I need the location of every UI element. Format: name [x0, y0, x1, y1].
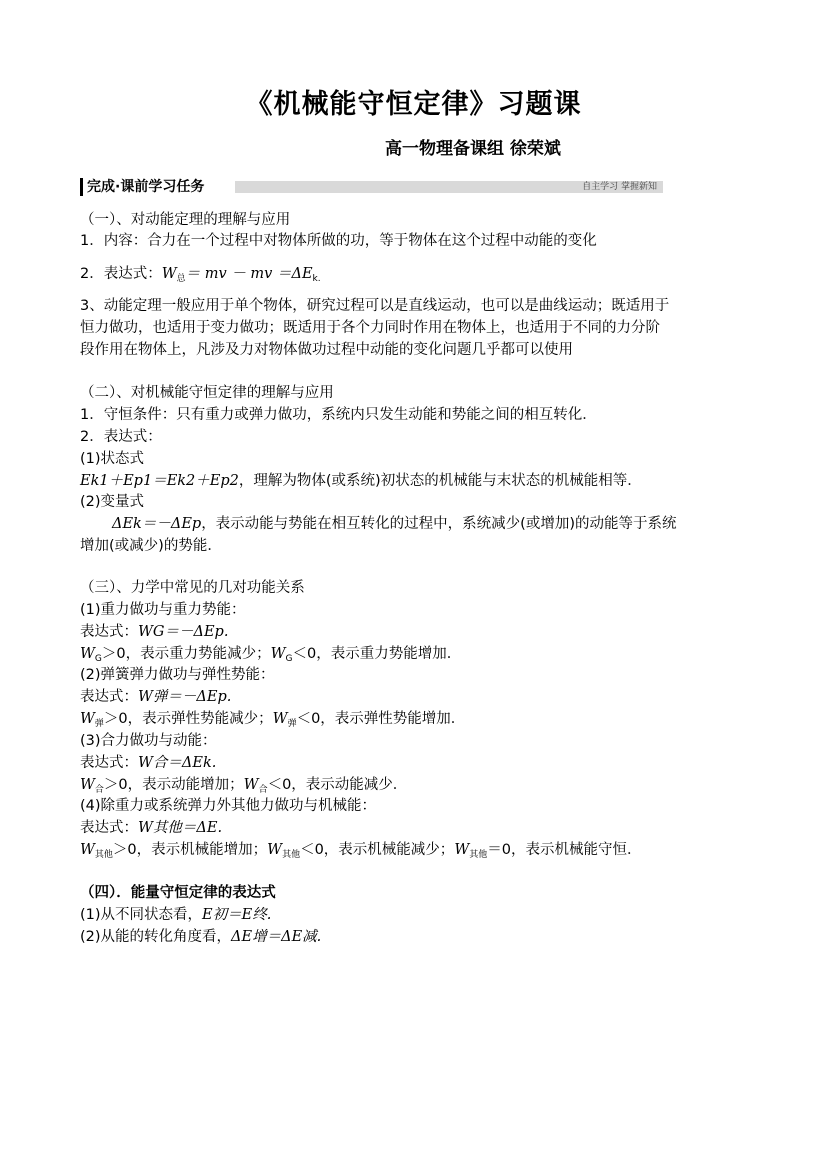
s3-line-7: (3)合力做功与动能： — [80, 733, 217, 749]
s3-l3-text: ＞0，表示重力势能减少； — [101, 646, 271, 662]
s2-line-5: (2)变量式 — [80, 494, 145, 510]
s3-l9-text2: ＜0，表示动能减少． — [267, 777, 408, 793]
section-4-heading: （四）．能量守恒定律的表达式 — [80, 885, 276, 901]
s1-line-3b: 恒力做功，也适用于变力做功；既适用于各个力同时作用在物体上，也适用于不同的力分阶 — [80, 320, 660, 336]
s3-l2-eq: WG＝－ΔEp. — [138, 624, 229, 640]
section-3-heading: （三）、力学中常见的几对功能关系 — [80, 580, 305, 596]
s3-l6-text: ＞0，表示弹性势能减少； — [103, 711, 273, 727]
s3-l9-text: ＞0，表示动能增加； — [103, 777, 244, 793]
s1-line-3c: 段作用在物体上，凡涉及力对物体做功过程中动能的变化问题几乎都可以使用 — [80, 342, 573, 358]
s3-l6-text2: ＜0，表示弹性势能增加． — [296, 711, 466, 727]
s2-line-4 — [80, 471, 642, 491]
s3-l5-label: 表达式： — [80, 689, 138, 705]
s3-line-11 — [80, 818, 222, 838]
s3-line-8 — [80, 753, 216, 773]
s3-l12-text2: ＜0，表示机械能减少； — [300, 842, 455, 858]
s3-line-2 — [80, 622, 228, 642]
s4-l2-label: (2)从能的转化角度看， — [80, 929, 232, 945]
s1-l2-sub: 总 — [176, 274, 186, 284]
author-line: 高一物理备课组 徐荣斌 — [385, 139, 561, 159]
s3-line-10: (4)除重力或系统弹力外其他力做功与机械能： — [80, 798, 377, 814]
s3-line-12: $W_{其他}>0$，表示机械能增加；$W_{其他}<0$，表示机械能减少；$W_{其他}=0$，表示机械能守恒． — [80, 842, 642, 860]
section-banner — [80, 178, 663, 196]
s1-line-3a: 3、动能定理一般应用于单个物体，研究过程可以是直线运动，也可以是曲线运动；既适用于 — [80, 298, 670, 314]
s1-l2-rest: ＝ mv － mv ＝ΔE — [185, 266, 313, 282]
s2-l6-text: ，表示动能与势能在相互转化的过程中，系统减少(或增加)的动能等于系统 — [201, 516, 677, 532]
s3-l5-eq: W弹＝－ΔEp. — [138, 689, 232, 705]
s4-l2-eq: ΔE增＝ΔE减. — [231, 929, 322, 945]
s4-line-1 — [80, 905, 271, 925]
s3-l2-label: 表达式： — [80, 624, 138, 640]
s2-l4-eq: Ek1＋Ep1＝Ek2＋Ep2 — [80, 473, 239, 489]
s2-l6-eq: ΔEk＝－ΔEp — [112, 516, 202, 532]
banner-right-label: 自主学习 掌握新知 — [582, 182, 657, 192]
s3-line-9: $W_合>0$，表示动能增加；$W_合<0$，表示动能减少． — [80, 777, 408, 795]
s3-l12-text3: ＝0，表示机械能守恒． — [487, 842, 642, 858]
s3-line-5 — [80, 687, 231, 707]
s2-line-1: 1．守恒条件：只有重力或弹力做功，系统内只发生动能和势能之间的相互转化． — [80, 407, 597, 423]
s1-line-1: 1．内容：合力在一个过程中对物体所做的功，等于物体在这个过程中动能的变化 — [80, 233, 597, 249]
s1-line-2 — [80, 264, 321, 284]
s4-l1-label: (1)从不同状态看， — [80, 907, 203, 923]
s2-line-6 — [112, 514, 677, 534]
s3-line-3: $W_G>0$，表示重力势能减少；$W_G<0$，表示重力势能增加． — [80, 646, 462, 664]
section-1-heading: （一）、对动能定理的理解与应用 — [80, 212, 291, 228]
s3-line-4: (2)弹簧弹力做功与弹性势能： — [80, 667, 275, 683]
s3-l11-label: 表达式： — [80, 820, 138, 836]
s1-l2-w: W — [161, 266, 177, 282]
s2-line-2: 2．表达式： — [80, 429, 162, 445]
s3-l8-label: 表达式： — [80, 755, 138, 771]
document-title: 《机械能守恒定律》习题课 — [245, 89, 582, 120]
s4-l1-eq: E初＝E终. — [202, 907, 272, 923]
s3-l11-eq: W其他＝ΔE. — [138, 820, 223, 836]
s3-l8-eq: W合＝ΔEk. — [138, 755, 217, 771]
s1-l2-label: 2．表达式： — [80, 266, 162, 282]
s2-line-3: (1)状态式 — [80, 451, 145, 467]
s4-line-2 — [80, 927, 321, 947]
s3-l3-text2: ＜0，表示重力势能增加． — [292, 646, 462, 662]
s1-l2-k: k. — [312, 274, 321, 284]
banner-left-label: 完成·课前学习任务 — [80, 178, 208, 196]
section-2-heading: （二）、对机械能守恒定律的理解与应用 — [80, 385, 334, 401]
s3-line-1: (1)重力做功与重力势能： — [80, 602, 246, 618]
s3-l12-text: ＞0，表示机械能增加； — [112, 842, 268, 858]
s2-line-7: 增加(或减少)的势能． — [80, 538, 222, 554]
s3-line-6: $W_弹>0$，表示弹性势能减少；$W_弹<0$，表示弹性势能增加． — [80, 711, 466, 729]
s2-l4-text: ，理解为物体(或系统)初状态的机械能与末状态的机械能相等． — [238, 473, 642, 489]
